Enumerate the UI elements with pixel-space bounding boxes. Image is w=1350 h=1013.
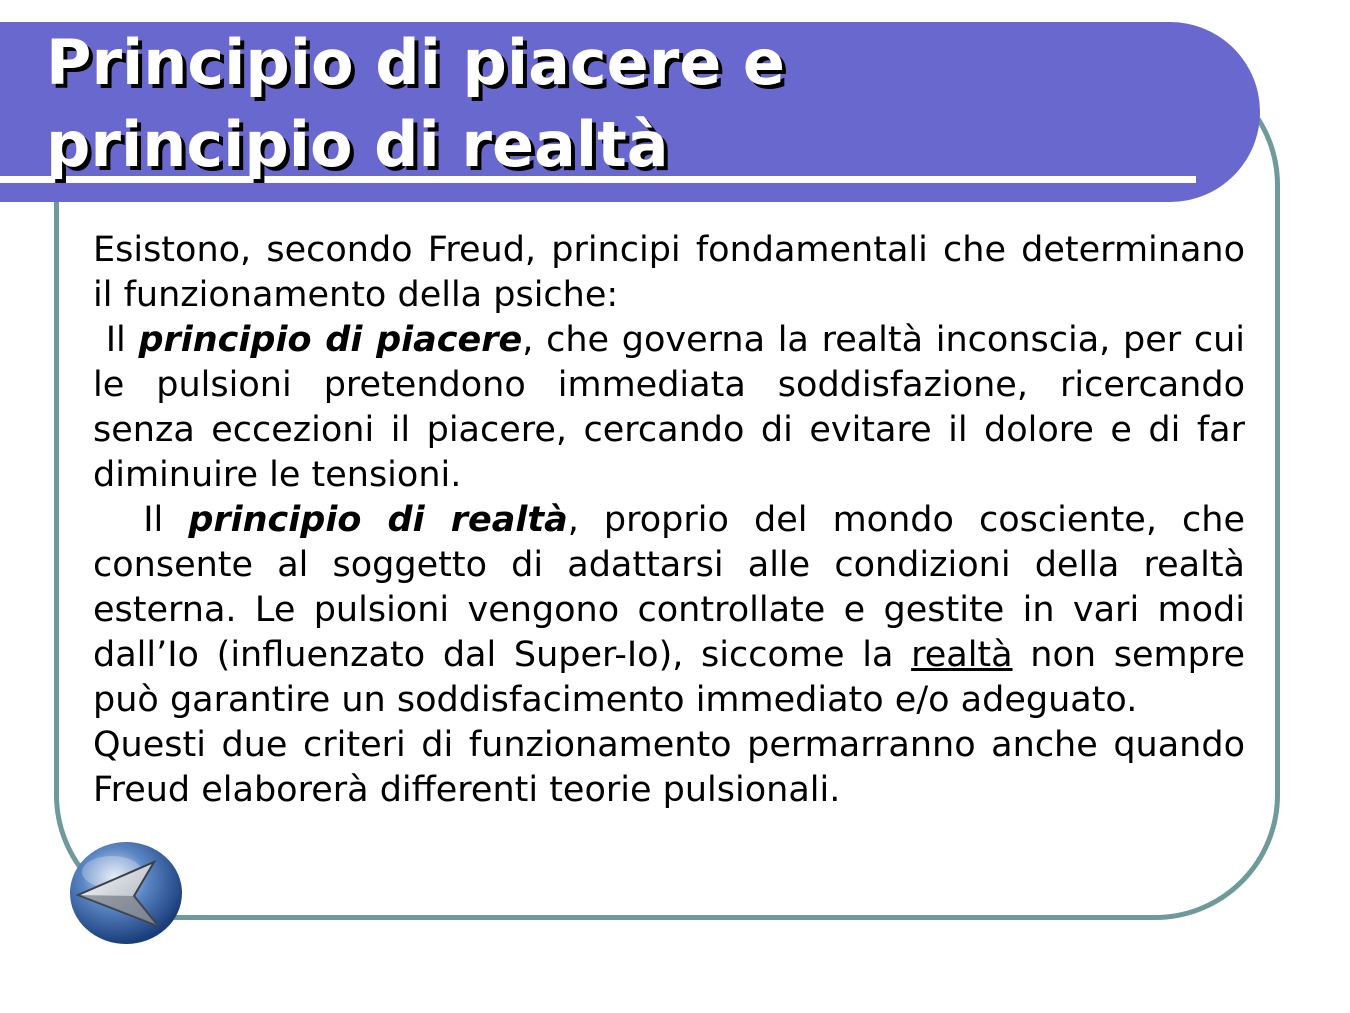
- pleasure-principle-term: principio di piacere: [138, 320, 523, 360]
- back-button[interactable]: [68, 840, 184, 946]
- title-line-2: principio di realtà: [46, 108, 669, 181]
- intro-paragraph: Esistono, secondo Freud, principi fondamentali che determinano il funzionamento della psiche:: [93, 230, 1245, 315]
- slide-body: [93, 228, 1245, 813]
- reality-link[interactable]: realtà: [911, 635, 1013, 675]
- p1-lead: Il: [105, 320, 139, 360]
- reality-principle-paragraph: [93, 498, 1245, 723]
- p1-rest: , che governa la realtà inconscia, per cui le pulsioni pretendono immediata soddisfazione, ricercando senza eccezioni il piacere, cercando di evitare il dolore e di far diminuire le tensioni.: [93, 320, 1245, 495]
- closing-paragraph: Questi due criteri di funzionamento permarranno anche quando Freud elaborerà differenti teorie pulsionali.: [93, 725, 1245, 810]
- pleasure-principle-paragraph: [93, 318, 1245, 498]
- p2-lead: Il: [143, 500, 189, 540]
- p2-mid: , proprio del mondo cosciente, che consente al soggetto di adattarsi alle condizioni della realtà esterna. Le pulsioni vengono controllate e gestite in vari modi dall’Io (influenzato dal Super-Io), siccome la: [93, 500, 1245, 675]
- slide-title: [46, 22, 785, 186]
- back-arrow-icon: [68, 840, 184, 946]
- p2-rest: non sempre può garantire un soddisfacimento immediato e/o adeguato.: [93, 635, 1245, 720]
- title-line-1: Principio di piacere e: [46, 26, 785, 99]
- reality-principle-term: principio di realtà: [188, 500, 568, 540]
